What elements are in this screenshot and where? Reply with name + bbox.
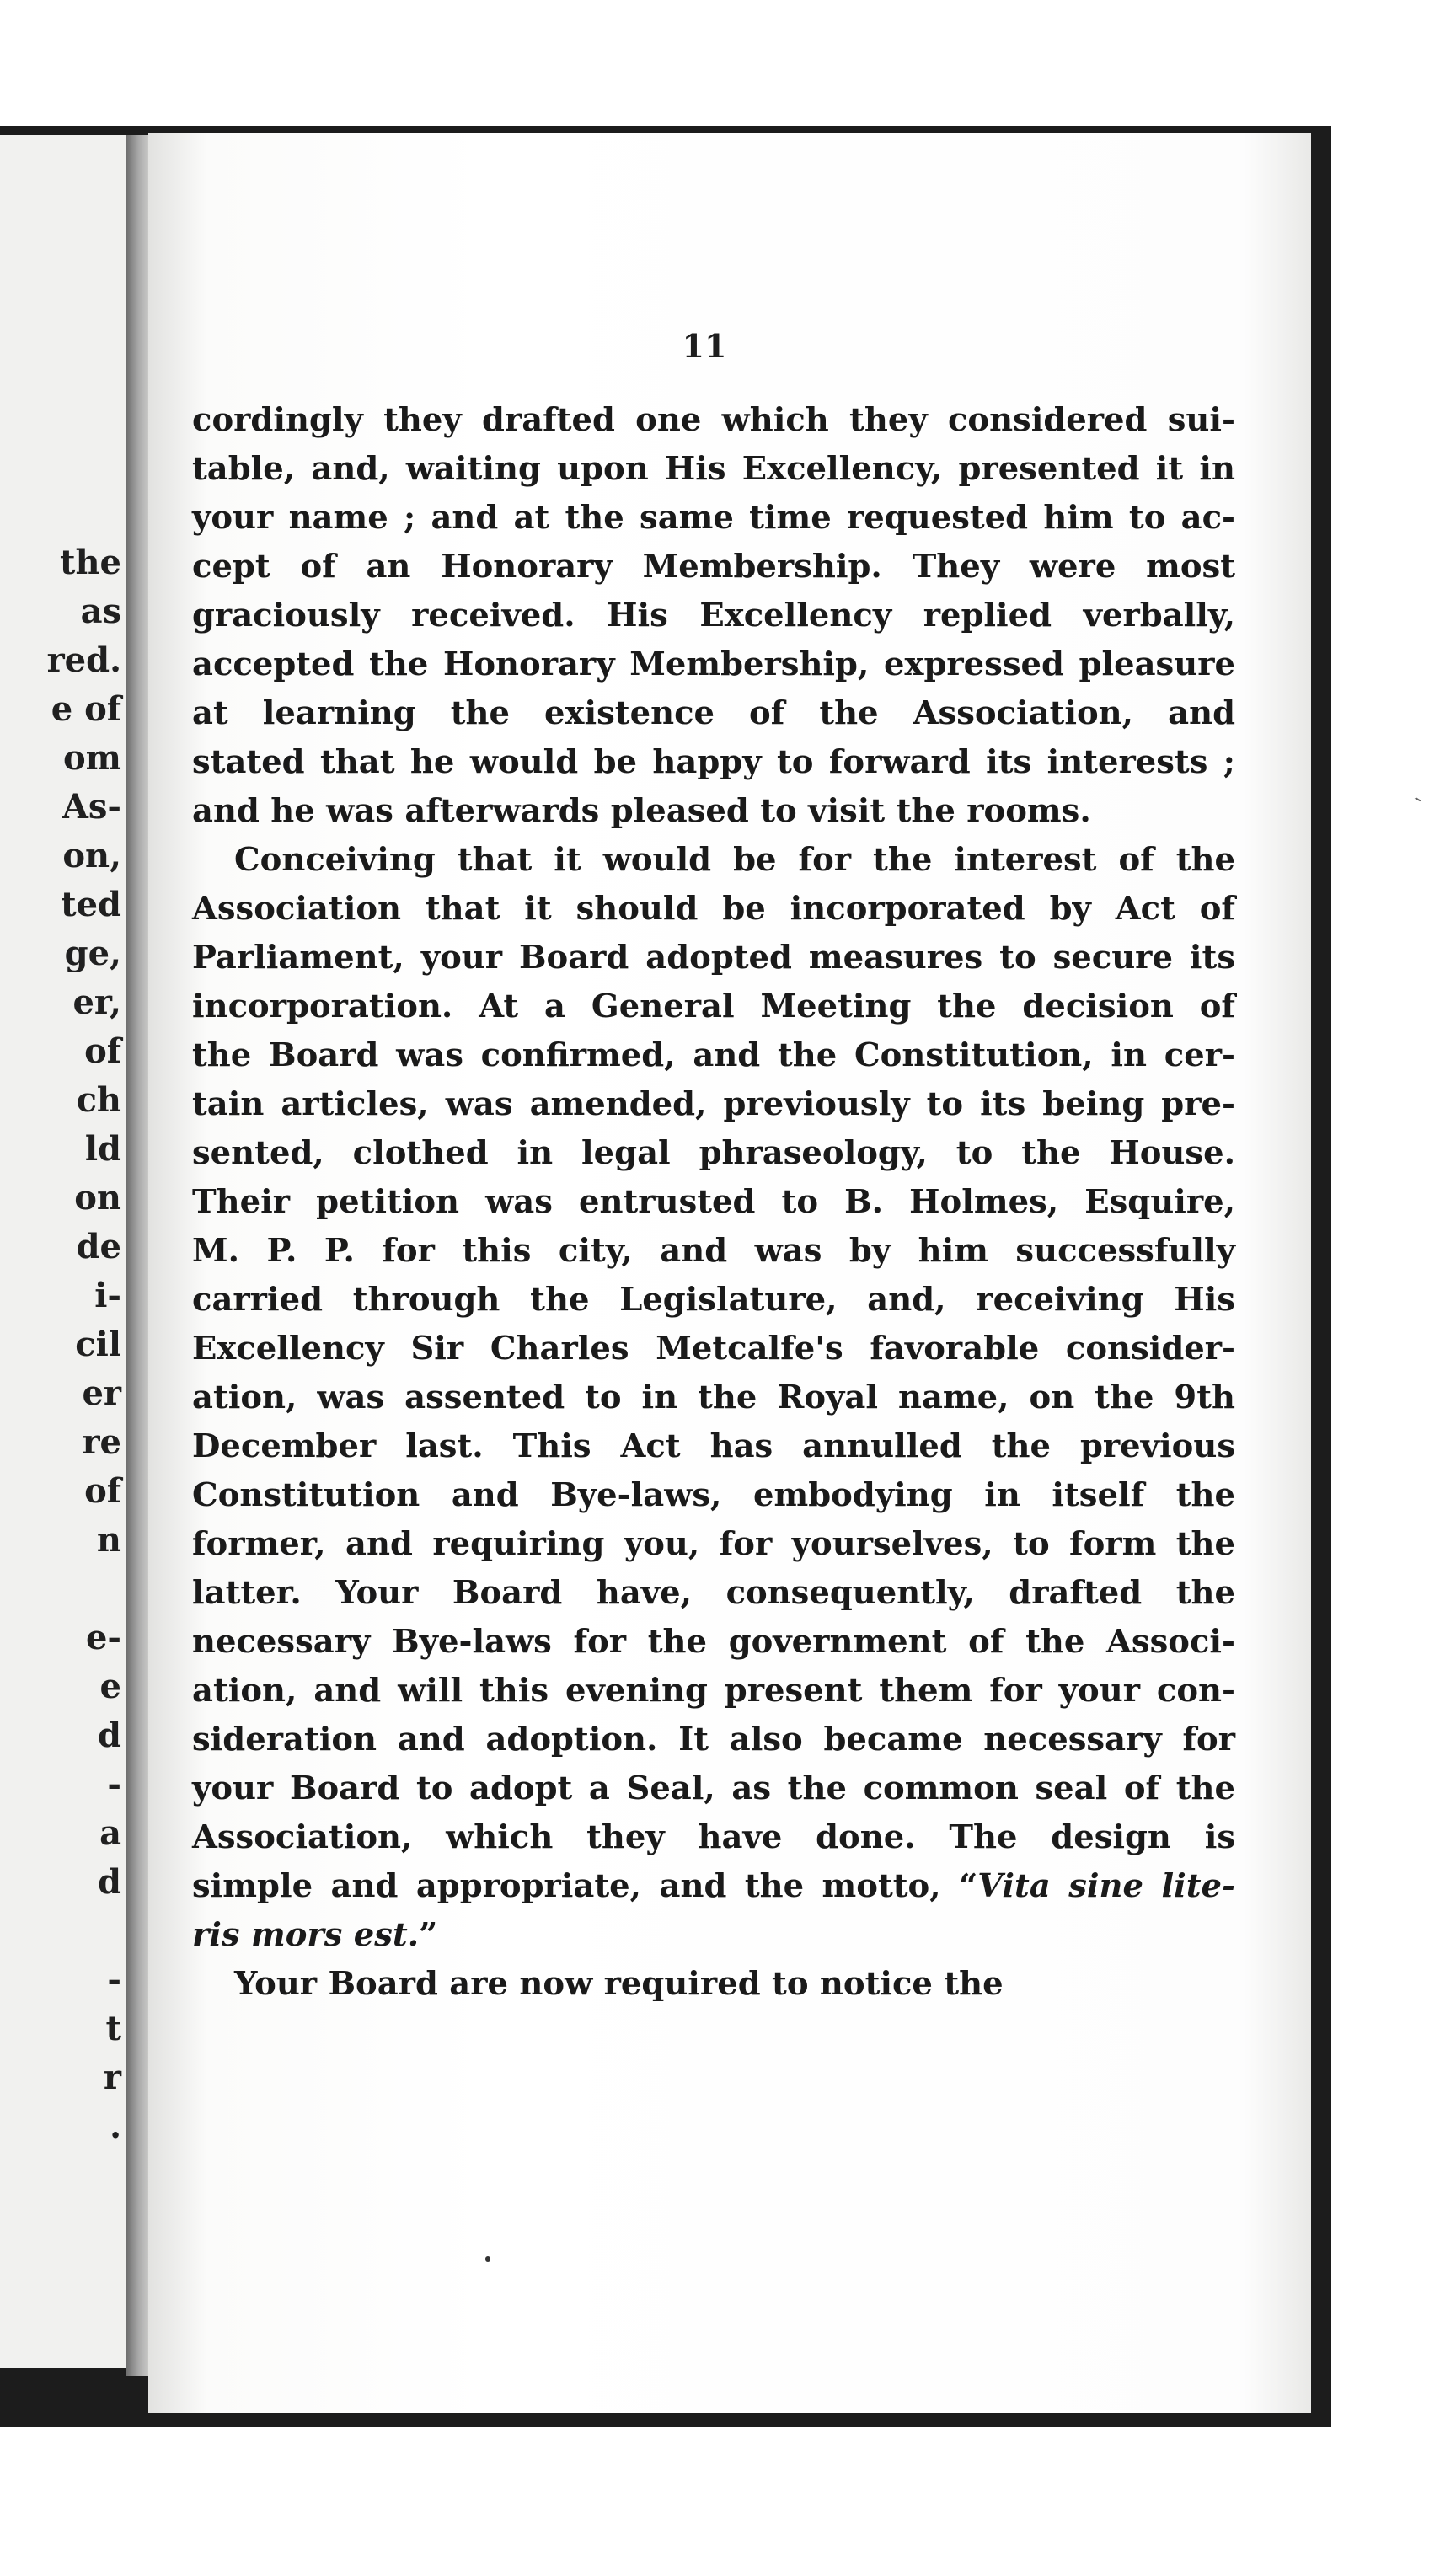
left-page-fragment: the xyxy=(59,543,121,582)
text-line xyxy=(192,1862,1235,1911)
motto-latin: ris mors est. xyxy=(192,1916,420,1954)
left-page-fragment: on xyxy=(74,1178,121,1218)
left-page-fragment: r xyxy=(103,2058,121,2097)
closing-quote: ” xyxy=(419,1916,438,1954)
text-line: accepted the Honorary Membership, expressed pleasure xyxy=(192,645,1235,683)
text-line: Parliament, your Board adopted measures to secure its xyxy=(192,939,1235,977)
text-line xyxy=(192,1911,1235,1960)
text-line: Association, which they have done. The design is xyxy=(192,1818,1235,1856)
text-line: Conceiving that it would be for the interest of the xyxy=(234,841,1235,879)
left-page-fragment: er, xyxy=(72,982,121,1022)
left-page-fragment: - xyxy=(107,1764,121,1804)
text-line: ation, was assented to in the Royal name, on the 9th xyxy=(192,1379,1235,1416)
left-page-fragment: - xyxy=(107,1960,121,2000)
left-page-fragment: . xyxy=(110,2107,121,2146)
left-page-fragment: e- xyxy=(85,1618,121,1657)
ink-speck xyxy=(485,2256,490,2262)
text-line: December last. This Act has annulled the previous xyxy=(192,1427,1235,1465)
left-page-fragment: er xyxy=(82,1373,121,1413)
left-page-fragment: As- xyxy=(62,787,121,827)
left-page-fragment: n xyxy=(96,1520,121,1560)
left-page-fragment: ch xyxy=(76,1080,121,1120)
left-page-fragment: i- xyxy=(94,1276,121,1315)
left-page-fragment: red. xyxy=(46,640,121,680)
left-page-fragment: e xyxy=(99,1667,121,1706)
left-page-fragment: of xyxy=(84,1471,121,1511)
left-page-fragment: de xyxy=(76,1227,121,1266)
left-page-fragment: d xyxy=(98,1716,121,1755)
text-line: Their petition was entrusted to B. Holmes, Esquire, xyxy=(192,1183,1235,1221)
right-page xyxy=(148,133,1311,2413)
left-page-fragment: on, xyxy=(62,836,121,875)
text-line: latter. Your Board have, consequently, drafted the xyxy=(192,1574,1235,1612)
line-text: simple and appropriate, and the motto, “ xyxy=(192,1867,978,1905)
left-page-fragment: of xyxy=(84,1031,121,1071)
motto-latin: Vita sine lite- xyxy=(977,1867,1235,1905)
text-line: your Board to adopt a Seal, as the common seal of the xyxy=(192,1769,1235,1807)
text-line: tain articles, was amended, previously to its being pre- xyxy=(192,1085,1235,1123)
page-number: 11 xyxy=(682,327,727,365)
text-line: sideration and adoption. It also became necessary for xyxy=(192,1721,1235,1759)
left-page-fragment: e of xyxy=(51,689,121,729)
text-line: cordingly they drafted one which they considered sui- xyxy=(192,401,1235,439)
text-line: cept of an Honorary Membership. They were most xyxy=(192,548,1235,586)
text-line: graciously received. His Excellency replied verbally, xyxy=(192,597,1235,634)
text-line: Constitution and Bye-laws, embodying in itself the xyxy=(192,1476,1235,1514)
text-line: and he was afterwards pleased to visit the rooms. xyxy=(192,792,1091,830)
scan-mark: ˎ xyxy=(1404,772,1427,805)
text-line: incorporation. At a General Meeting the decision of xyxy=(192,988,1235,1025)
body-text xyxy=(192,396,1235,2009)
text-line: at learning the existence of the Association, and xyxy=(192,694,1235,732)
text-line: Association that it should be incorporated by Act of xyxy=(192,890,1235,928)
left-page xyxy=(0,135,126,2368)
text-line: former, and requiring you, for yourselves, to form the xyxy=(192,1525,1235,1563)
text-line: Your Board are now required to notice the xyxy=(234,1965,1004,2003)
left-page-fragment: cil xyxy=(75,1325,121,1364)
text-line: table, and, waiting upon His Excellency, presented it in xyxy=(192,450,1235,488)
left-page-fragment: d xyxy=(98,1862,121,1902)
text-line: the Board was confirmed, and the Constitution, in cer- xyxy=(192,1036,1235,1074)
left-page-fragment: ted xyxy=(61,885,121,924)
left-page-fragment: ge, xyxy=(64,934,121,973)
left-page-fragment: ld xyxy=(84,1129,121,1169)
left-page-fragment: re xyxy=(82,1422,121,1462)
left-page-fragment: a xyxy=(99,1813,121,1853)
text-line: ation, and will this evening present them for your con- xyxy=(192,1672,1235,1710)
text-line: M. P. P. for this city, and was by him successfully xyxy=(192,1232,1235,1270)
left-page-fragment: t xyxy=(105,2009,121,2048)
left-page-fragment: as xyxy=(80,592,121,631)
text-line: Excellency Sir Charles Metcalfe's favorable consider- xyxy=(192,1330,1235,1368)
text-line: stated that he would be happy to forward its interests ; xyxy=(192,743,1235,781)
text-line: your name ; and at the same time requested him to ac- xyxy=(192,499,1235,537)
text-line: sented, clothed in legal phraseology, to the House. xyxy=(192,1134,1235,1172)
text-line: necessary Bye-laws for the government of the Associ- xyxy=(192,1623,1235,1661)
text-line: carried through the Legislature, and, receiving His xyxy=(192,1281,1235,1319)
left-page-fragment: om xyxy=(62,738,121,778)
